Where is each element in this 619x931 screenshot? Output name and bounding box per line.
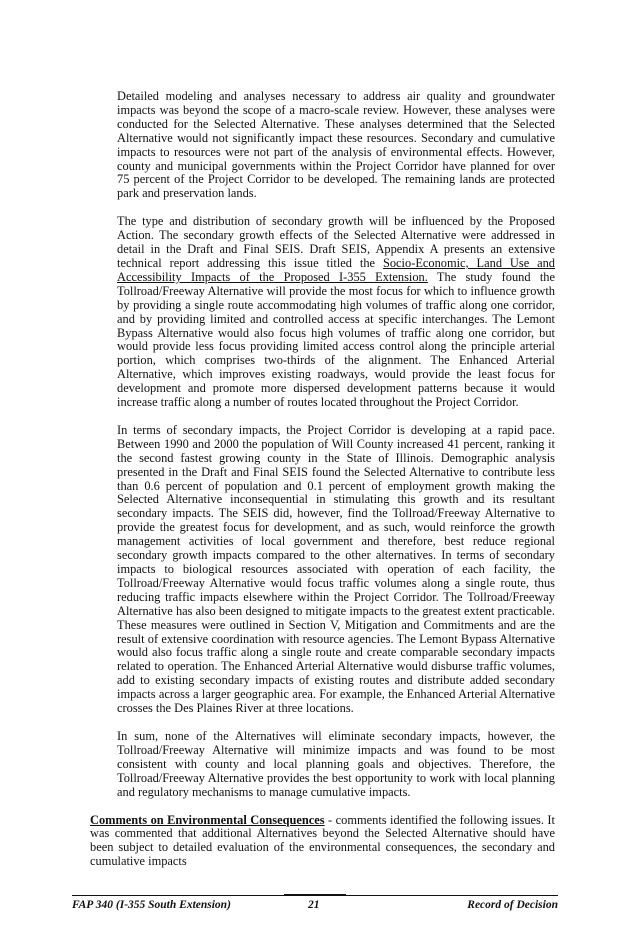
- paragraph-comments: [90, 814, 555, 870]
- report-title: Socio-Economic, Land Use and Accessibility Impacts of the Proposed I-355 Extension.: [117, 255, 556, 284]
- section-heading: Comments on Environmental Consequences: [90, 812, 325, 827]
- paragraph-air-quality: Detailed modeling and analyses necessary to address air quality and groundwater impacts was beyond the scope of a macro-scale review. However, these analyses were conducted for the Selected Alternative. These analyses determined that the Selected Alternative would not significantly impact these resources. Secondary and cumulative impacts to resources were not part of the analysis of environmental effects. However, county and municipal governments within the Project Corridor have planned for over 75 percent of the Project Corridor to be developed. The remaining lands are protected park and preservation lands.: [117, 89, 555, 201]
- paragraph-secondary-impacts: In terms of secondary impacts, the Project Corridor is developing at a rapid pace. Between 1990 and 2000 the population of Will County increased 41 percent, ranking it the second fastest growing county in the State of Illinois. Demographic analysis presented in the Draft and Final SEIS found the Selected Alternative to contribute less than 0.6 percent of population and 0.1 percent of employment growth making the Selected Alternative inconsequential in stimulating this growth and its resultant secondary impacts. The SEIS did, however, find the Tollroad/Freeway Alternative to provide the greatest focus for development, and as such, would reinforce the growth management activities of local government and therefore, best reduce regional secondary growth impacts compared to the other alternatives. In terms of secondary impacts to biological resources associated with operation of each facility, the Tollroad/Freeway Alternative would focus traffic volumes along a single route, thus reducing traffic impacts elsewhere within the Project Corridor. The Tollroad/Freeway Alternative has also been designed to mitigate impacts to the greatest extent practicable. These measures were outlined in Section V, Mitigation and Commitments and are the result of extensive coordination with resource agencies. The Lemont Bypass Alternative would also focus traffic along a single route and create comparable secondary impacts related to operation. The Enhanced Arterial Alternative would disburse traffic volumes, add to existing secondary impacts of existing routes and distribute added secondary impacts across a larger geographic area. For example, the Enhanced Arterial Alternative crosses the Des Plaines River at three locations.: [117, 422, 555, 716]
- footer-doc-title: Record of Decision: [467, 899, 558, 912]
- footer-page-marker: [284, 894, 346, 896]
- paragraph-text: - comments identified the following issues. It was commented that additional Alternatives beyond the Selected Alternative should have been subject to detailed evaluation of the environmental consequences, the secondary and cumulative impacts: [90, 812, 555, 869]
- footer: [72, 895, 558, 911]
- footer-page-number: 21: [308, 899, 320, 912]
- paragraph-secondary-growth: [117, 215, 555, 410]
- footer-project: FAP 340 (I-355 South Extension): [72, 899, 231, 912]
- paragraph-text: The type and distribution of secondary growth will be influenced by the Proposed Action. The secondary growth effects of the Selected Alternative were addressed in detail in the Draft and Final SEIS. Draft SEIS, Appendix A presents an extensive technical report addressing this issue titled the: [117, 214, 555, 270]
- paragraph-summary: In sum, none of the Alternatives will eliminate secondary impacts, however, the Tollroad/Freeway Alternative will minimize impacts and was found to be most consistent with county and local planning goals and objectives. Therefore, the Tollroad/Freeway Alternative provides the best opportunity to work with local planning and regulatory mechanisms to manage cumulative impacts.: [117, 728, 555, 799]
- paragraph-text: The study found the Tollroad/Freeway Alternative will provide the most focus for which to influence growth by providing a single route accommodating high volumes of traffic along one corridor, and by providing limited and controlled access at specific interchanges. The Lemont Bypass Alternative would also focus high volumes of traffic along one corridor, but would provide less focus providing limited access control along the principle arterial portion, which comprises two-thirds of the alignment. The Enhanced Arterial Alternative, which improves existing roadways, would provide the least focus for development and promote more dispersed development patterns because it would increase traffic along a number of routes located throughout the Project Corridor.: [117, 269, 556, 410]
